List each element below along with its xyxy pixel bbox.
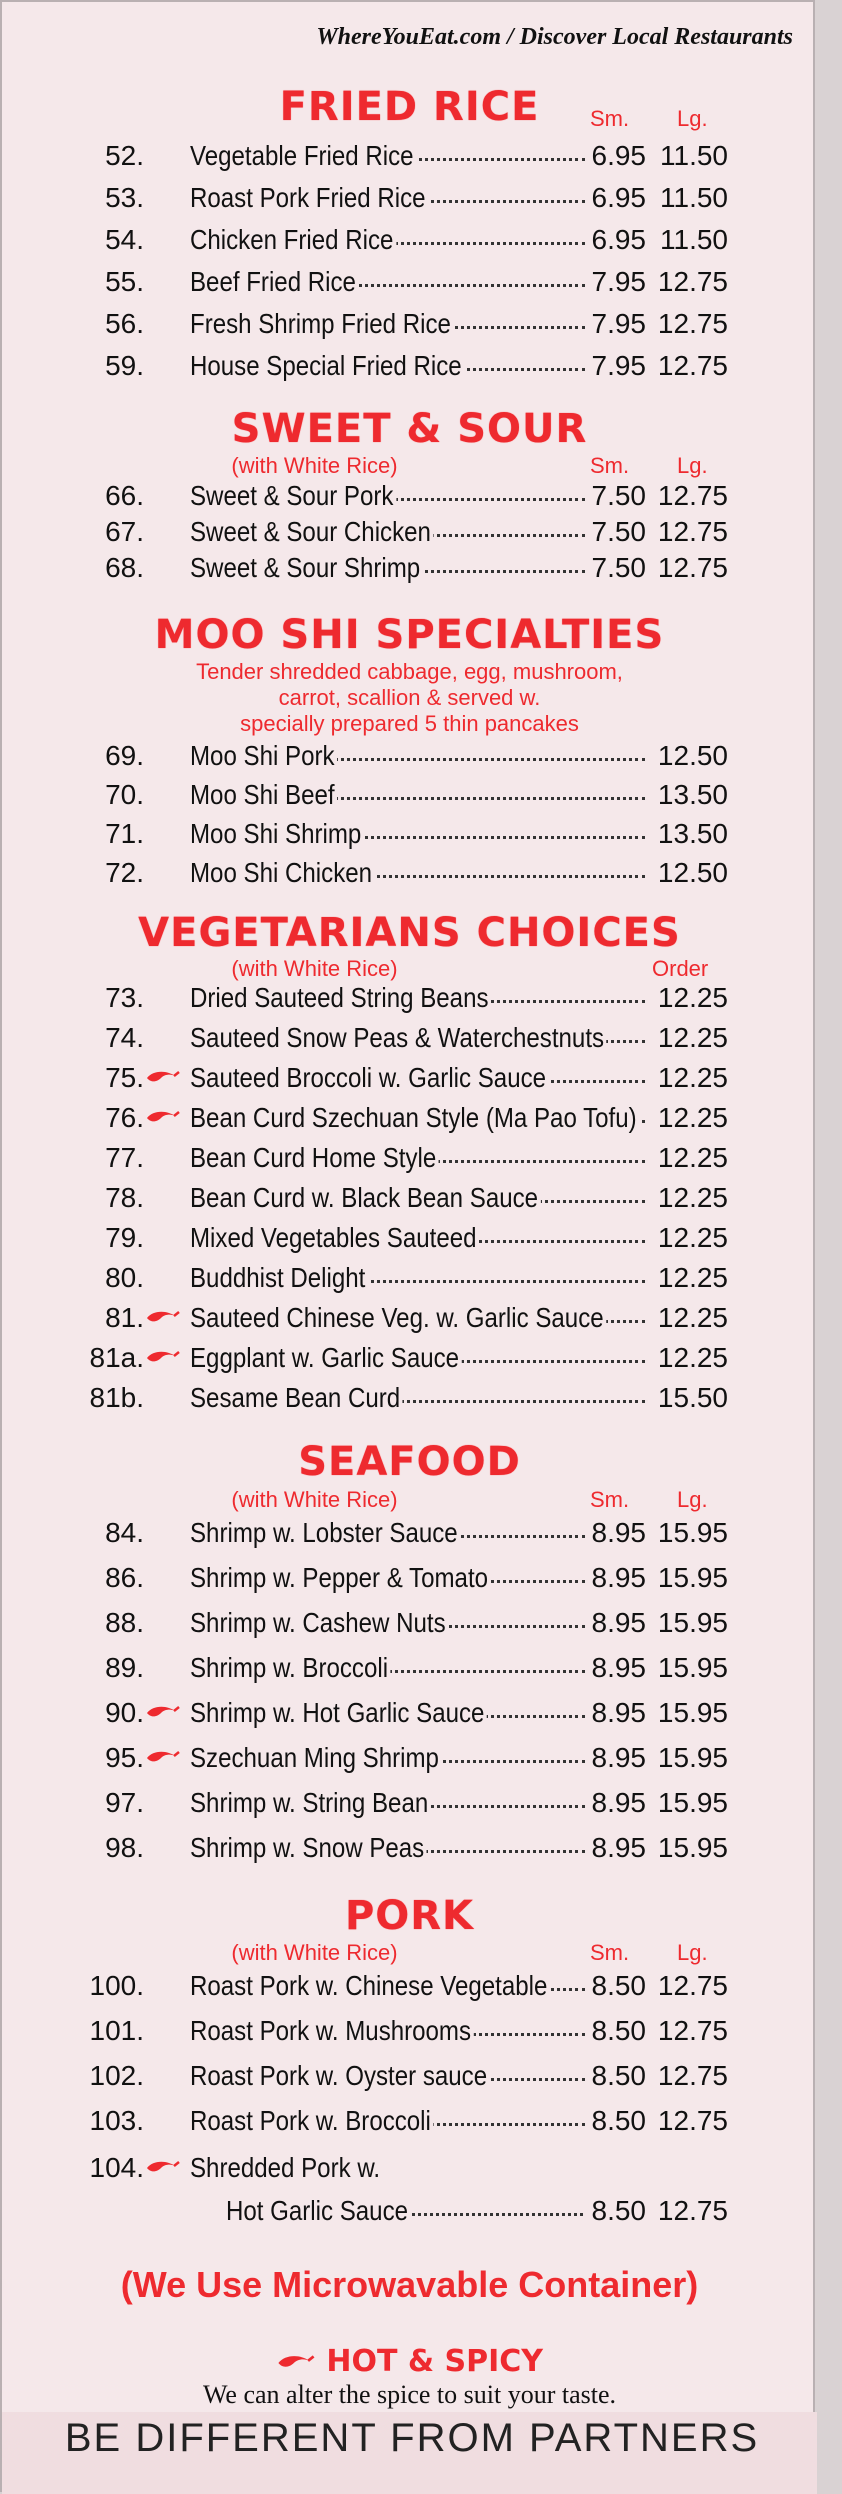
- col-large-header: Lg.: [677, 106, 708, 131]
- menu-item: [2, 857, 817, 897]
- menu-item: [2, 350, 817, 390]
- price-small: 8.95: [591, 1697, 646, 1728]
- moo-shi-description-line1: Tender shredded cabbage, egg, mushroom,: [196, 659, 623, 684]
- item-number: 88.: [105, 1607, 144, 1638]
- section-title-seafood: SEAFOOD: [298, 1439, 521, 1485]
- menu-item: [2, 1222, 817, 1262]
- col-small-header: Sm.: [590, 1940, 630, 1965]
- section-subtitle-vegetarian: (with White Rice): [231, 956, 398, 981]
- item-name: Shrimp w. Snow Peas: [190, 1832, 532, 1864]
- menu-item: [2, 1302, 817, 1342]
- item-name: Sauteed Broccoli w. Garlic Sauce: [190, 1062, 587, 1094]
- menu-item: [2, 1562, 817, 1602]
- menu-item: [2, 552, 817, 592]
- item-number: 67.: [105, 516, 144, 547]
- price: 13.50: [657, 779, 728, 810]
- price-small: 8.50: [591, 1970, 646, 2001]
- item-name: Sesame Bean Curd: [190, 1382, 587, 1414]
- price-small: 7.50: [591, 516, 646, 547]
- item-name: Bean Curd Home Style: [190, 1142, 587, 1174]
- price-large: 15.95: [657, 1832, 728, 1863]
- menu-item: [2, 1832, 817, 1872]
- menu-item: [2, 1262, 817, 1302]
- item-number: 103.: [89, 2105, 144, 2136]
- price-small: 8.95: [591, 1607, 646, 1638]
- menu-item: [2, 308, 817, 348]
- item-name: Bean Curd Szechuan Style (Ma Pao Tofu): [190, 1102, 587, 1134]
- menu-item: [2, 1970, 817, 2010]
- section-title-moo-shi: MOO SHI SPECIALTIES: [154, 612, 665, 658]
- menu-item: [2, 1607, 817, 1647]
- item-name: Roast Pork w. Broccoli: [190, 2105, 532, 2137]
- chili-pepper-icon: [145, 1748, 181, 1768]
- menu-item: [2, 982, 817, 1022]
- chili-pepper-icon: [145, 2158, 181, 2178]
- price-large: 15.95: [657, 1652, 728, 1683]
- price-small: 8.50: [591, 2195, 646, 2226]
- price-large: 12.75: [657, 516, 728, 547]
- hot-spicy-legend: [2, 2344, 817, 2379]
- item-number: 80.: [105, 1262, 144, 1293]
- price: 12.25: [657, 1142, 728, 1173]
- menu-item: [2, 1062, 817, 1102]
- menu-item: [2, 1182, 817, 1222]
- menu-item: [2, 740, 817, 780]
- menu-item: [2, 1022, 817, 1062]
- item-name: Roast Pork w. Mushrooms: [190, 2015, 532, 2047]
- menu-item: [2, 1142, 817, 1182]
- price: 12.25: [657, 1102, 728, 1133]
- price: 12.25: [657, 1022, 728, 1053]
- item-number: 86.: [105, 1562, 144, 1593]
- item-name: Roast Pork Fried Rice: [190, 182, 532, 214]
- item-name: Roast Pork w. Chinese Vegetable: [190, 1970, 532, 2002]
- price-small: 7.50: [591, 552, 646, 583]
- item-name: Fresh Shrimp Fried Rice: [190, 308, 532, 340]
- item-name: Shredded Pork w.: [190, 2152, 448, 2184]
- price-large: 15.95: [657, 1517, 728, 1548]
- menu-item: [2, 2015, 817, 2055]
- item-name: Moo Shi Pork: [190, 740, 587, 772]
- menu-item: [2, 1787, 817, 1827]
- price-large: 12.75: [657, 266, 728, 297]
- price-small: 8.95: [591, 1787, 646, 1818]
- item-number: 81.: [105, 1302, 144, 1333]
- price-large: 11.50: [660, 224, 728, 255]
- item-name: Sauteed Snow Peas & Waterchestnuts: [190, 1022, 587, 1054]
- price-small: 6.95: [591, 140, 646, 171]
- item-number: 70.: [105, 779, 144, 810]
- price-large: 12.75: [657, 480, 728, 511]
- item-name: Buddhist Delight: [190, 1262, 587, 1294]
- item-number: 78.: [105, 1182, 144, 1213]
- item-number: 84.: [105, 1517, 144, 1548]
- price-small: 8.50: [591, 2015, 646, 2046]
- chili-pepper-icon: [145, 1703, 181, 1723]
- price-small: 8.95: [591, 1652, 646, 1683]
- col-small-header: Sm.: [590, 1487, 630, 1512]
- price: 12.25: [657, 1182, 728, 1213]
- price-large: 12.75: [657, 350, 728, 381]
- item-number: 100.: [89, 1970, 144, 2001]
- price-large: 12.75: [657, 552, 728, 583]
- item-name: Sweet & Sour Pork: [190, 480, 532, 512]
- item-number: 74.: [105, 1022, 144, 1053]
- item-name: Dried Sauteed String Beans: [190, 982, 587, 1014]
- menu-item: [2, 1342, 817, 1382]
- chili-pepper-icon: [145, 1068, 181, 1088]
- price-small: 7.95: [591, 350, 646, 381]
- price-large: 12.75: [657, 1970, 728, 2001]
- price-large: 15.95: [657, 1607, 728, 1638]
- price: 12.50: [657, 740, 728, 771]
- item-number: 81b.: [89, 1382, 144, 1413]
- item-number: 79.: [105, 1222, 144, 1253]
- item-name: Beef Fried Rice: [190, 266, 532, 298]
- item-number: 97.: [105, 1787, 144, 1818]
- item-name: Roast Pork w. Oyster sauce: [190, 2060, 532, 2092]
- item-number: 59.: [105, 350, 144, 381]
- menu-item: [2, 516, 817, 556]
- chili-pepper-icon: [145, 1348, 181, 1368]
- item-number: 95.: [105, 1742, 144, 1773]
- item-name: Bean Curd w. Black Bean Sauce: [190, 1182, 587, 1214]
- menu-item: [2, 2060, 817, 2100]
- menu-item: [2, 818, 817, 858]
- item-name: House Special Fried Rice: [190, 350, 532, 382]
- item-name: Sweet & Sour Chicken: [190, 516, 532, 548]
- menu-item: [2, 1742, 817, 1782]
- section-title-fried-rice: FRIED RICE: [279, 84, 540, 130]
- price-large: 15.95: [657, 1562, 728, 1593]
- item-name: Hot Garlic Sauce: [226, 2195, 536, 2227]
- price: 12.25: [657, 1062, 728, 1093]
- menu-item: [2, 266, 817, 306]
- price-large: 15.95: [657, 1787, 728, 1818]
- price-small: 6.95: [591, 182, 646, 213]
- item-number: 81a.: [89, 1342, 144, 1373]
- price-small: 8.95: [591, 1517, 646, 1548]
- col-large-header: Lg.: [677, 453, 708, 478]
- section-title-pork: PORK: [344, 1893, 475, 1939]
- price-small: 6.95: [591, 224, 646, 255]
- price-small: 8.50: [591, 2060, 646, 2091]
- menu-item-continued: [2, 2195, 817, 2235]
- menu-item: [2, 182, 817, 222]
- price: 12.25: [657, 1262, 728, 1293]
- menu-item: [2, 1652, 817, 1692]
- price-small: 8.95: [591, 1832, 646, 1863]
- chili-pepper-icon: [145, 1108, 181, 1128]
- col-small-header: Sm.: [590, 453, 630, 478]
- moo-shi-description-line3: specially prepared 5 thin pancakes: [240, 711, 579, 736]
- item-number: 101.: [89, 2015, 144, 2046]
- item-name: Mixed Vegetables Sauteed: [190, 1222, 587, 1254]
- price: 12.25: [657, 1222, 728, 1253]
- price: 12.25: [657, 1302, 728, 1333]
- item-number: 102.: [89, 2060, 144, 2091]
- item-number: 53.: [105, 182, 144, 213]
- item-name: Eggplant w. Garlic Sauce: [190, 1342, 587, 1374]
- col-small-header: Sm.: [590, 106, 630, 131]
- price: 15.50: [657, 1382, 728, 1413]
- section-subtitle-seafood: (with White Rice): [231, 1487, 398, 1512]
- item-number: 69.: [105, 740, 144, 771]
- menu-item: [2, 224, 817, 264]
- menu-item: [2, 1382, 817, 1422]
- menu-item: [2, 480, 817, 520]
- item-name: Chicken Fried Rice: [190, 224, 532, 256]
- section-title-sweet-sour: SWEET & SOUR: [231, 406, 588, 452]
- microwavable-note: (We Use Microwavable Container): [120, 2264, 699, 2305]
- item-name: Szechuan Ming Shrimp: [190, 1742, 532, 1774]
- section-title-vegetarian: VEGETARIANS CHOICES: [138, 910, 681, 956]
- item-number: 66.: [105, 480, 144, 511]
- item-name: Shrimp w. String Bean: [190, 1787, 532, 1819]
- item-number: 56.: [105, 308, 144, 339]
- item-number: 89.: [105, 1652, 144, 1683]
- col-large-header: Lg.: [677, 1940, 708, 1965]
- price-small: 7.50: [591, 480, 646, 511]
- item-number: 54.: [105, 224, 144, 255]
- price-large: 12.75: [657, 2195, 728, 2226]
- price: 13.50: [657, 818, 728, 849]
- price-large: 12.75: [657, 2060, 728, 2091]
- menu-item: [2, 2105, 817, 2145]
- col-large-header: Lg.: [677, 1487, 708, 1512]
- col-order-header: Order: [652, 956, 709, 981]
- hot-spicy-label: HOT & SPICY: [326, 2344, 544, 2379]
- chili-pepper-icon: [276, 2352, 316, 2374]
- item-name: Sweet & Sour Shrimp: [190, 552, 532, 584]
- menu-item: [2, 2152, 817, 2192]
- price-small: 8.50: [591, 2105, 646, 2136]
- item-number: 77.: [105, 1142, 144, 1173]
- item-name: Vegetable Fried Rice: [190, 140, 532, 172]
- item-name: Shrimp w. Broccoli: [190, 1652, 532, 1684]
- price-large: 15.95: [657, 1742, 728, 1773]
- item-name: Shrimp w. Cashew Nuts: [190, 1607, 532, 1639]
- price-small: 8.95: [591, 1742, 646, 1773]
- menu-item: [2, 1517, 817, 1557]
- item-name: Moo Shi Shrimp: [190, 818, 587, 850]
- moo-shi-description-line2: carrot, scallion & served w.: [278, 685, 541, 710]
- price-small: 8.95: [591, 1562, 646, 1593]
- section-subtitle-pork: (with White Rice): [231, 1940, 398, 1965]
- item-number: 55.: [105, 266, 144, 297]
- chili-pepper-icon: [145, 1308, 181, 1328]
- menu-item: [2, 1697, 817, 1737]
- section-subtitle-sweet-sour: (with White Rice): [231, 453, 398, 478]
- item-name: Shrimp w. Pepper & Tomato: [190, 1562, 532, 1594]
- price-large: 15.95: [657, 1697, 728, 1728]
- price-small: 7.95: [591, 308, 646, 339]
- menu-item: [2, 779, 817, 819]
- item-number: 75.: [105, 1062, 144, 1093]
- item-number: 73.: [105, 982, 144, 1013]
- item-number: 68.: [105, 552, 144, 583]
- price-large: 12.75: [657, 2105, 728, 2136]
- item-name: Shrimp w. Hot Garlic Sauce: [190, 1697, 532, 1729]
- item-number: 52.: [105, 140, 144, 171]
- price: 12.25: [657, 982, 728, 1013]
- price-large: 11.50: [660, 182, 728, 213]
- item-number: 76.: [105, 1102, 144, 1133]
- item-number: 104.: [89, 2152, 144, 2183]
- item-number: 72.: [105, 857, 144, 888]
- price-large: 12.75: [657, 308, 728, 339]
- bottom-banner-text: BE DIFFERENT FROM PARTNERS: [64, 2416, 760, 2460]
- item-number: 90.: [105, 1697, 144, 1728]
- watermark: WhereYouEat.com / Discover Local Restaurants: [316, 24, 793, 50]
- price: 12.50: [657, 857, 728, 888]
- price: 12.25: [657, 1342, 728, 1373]
- item-number: 98.: [105, 1832, 144, 1863]
- price-small: 7.95: [591, 266, 646, 297]
- menu-item: [2, 1102, 817, 1142]
- price-large: 12.75: [657, 2015, 728, 2046]
- price-large: 11.50: [660, 140, 728, 171]
- item-name: Sauteed Chinese Veg. w. Garlic Sauce: [190, 1302, 587, 1334]
- item-name: Shrimp w. Lobster Sauce: [190, 1517, 532, 1549]
- menu-item: [2, 140, 817, 180]
- spice-alter-note: We can alter the spice to suit your taste.: [202, 2380, 617, 2409]
- item-number: 71.: [105, 818, 144, 849]
- item-name: Moo Shi Chicken: [190, 857, 587, 889]
- item-name: Moo Shi Beef: [190, 779, 587, 811]
